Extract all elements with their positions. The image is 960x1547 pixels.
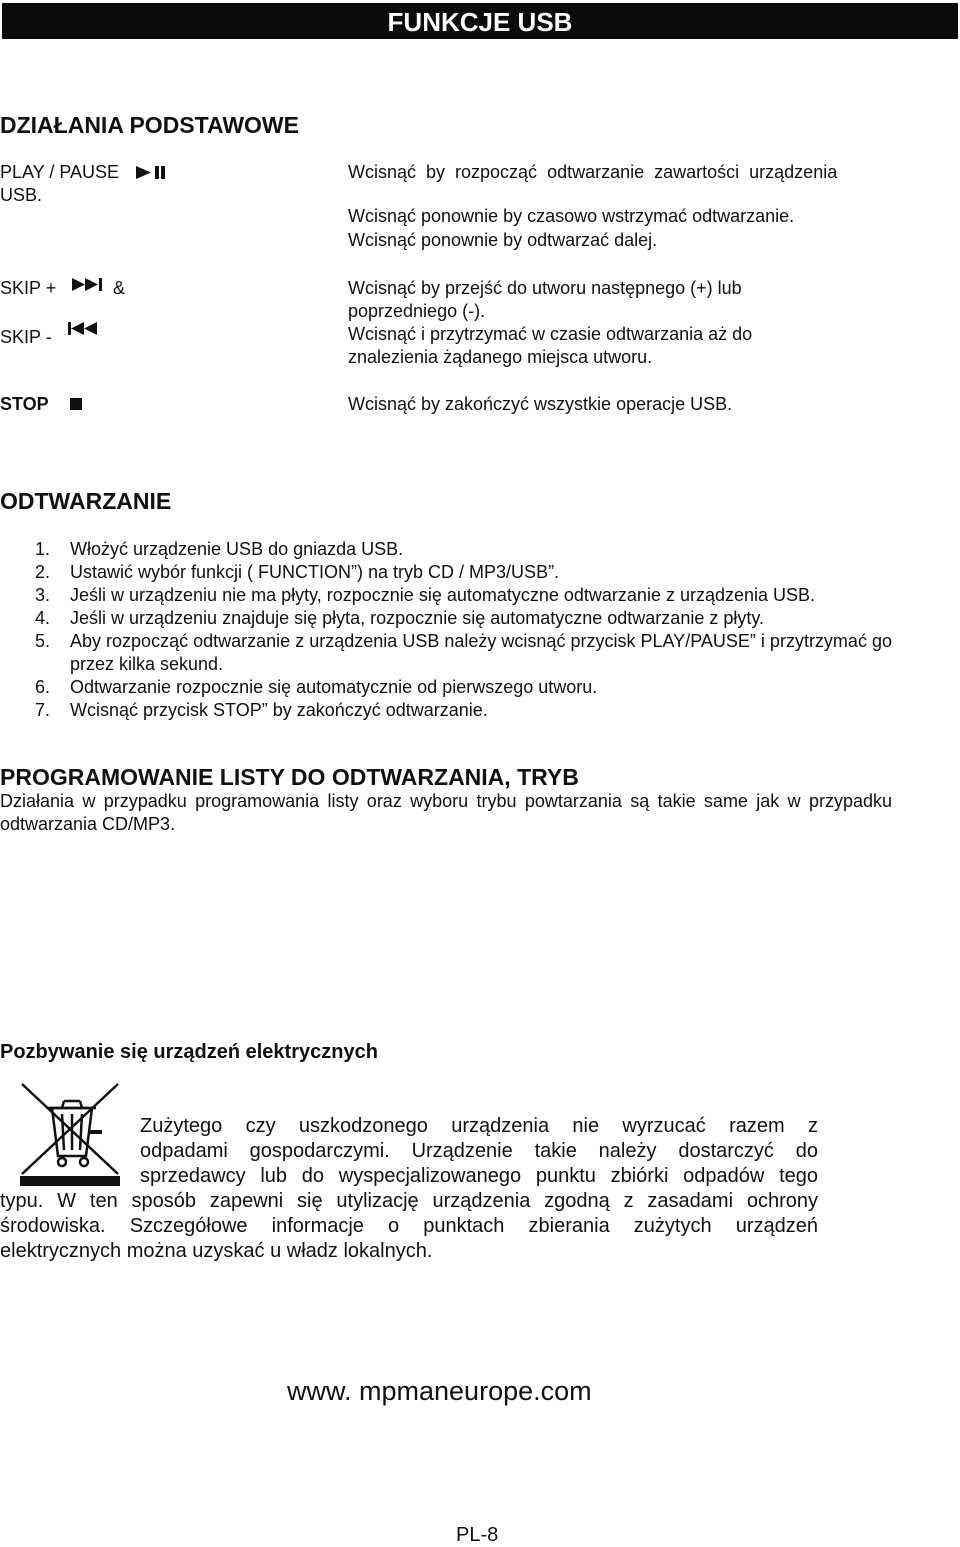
disposal-line-4: typu. W ten sposób zapewni się utylizację urządzenia zgodną z zasadami ochrony bbox=[0, 1190, 818, 1212]
page-title: FUNKCJE USB bbox=[387, 7, 573, 37]
section-heading-program: PROGRAMOWANIE LISTY DO ODTWARZANIA, TRYB bbox=[0, 764, 579, 790]
list-item: 6. Odtwarzanie rozpocznie się automatycznie od pierwszego utworu. bbox=[35, 677, 598, 697]
skip-desc-4: znalezienia żądanego miejsca utworu. bbox=[348, 347, 653, 367]
program-text: Działania w przypadku programowania listy oraz wyboru trybu powtarzania są takie same jak w przypadku odtwarzania CD/MP3. bbox=[0, 791, 892, 834]
page-title-banner bbox=[2, 3, 958, 39]
disposal-line-6: elektrycznych można uzyskać u władz lokalnych. bbox=[0, 1240, 433, 1262]
list-item: 3. Jeśli w urządzeniu nie ma płyty, rozpocznie się automatyczne odtwarzanie z urządzenia USB. bbox=[35, 585, 816, 605]
weee-crossed-bin-icon bbox=[16, 1080, 124, 1188]
disposal-line-5: środowiska. Szczegółowe informacje o punktach zbierania zużytych urządzeń bbox=[0, 1215, 818, 1237]
disposal-line-3: sprzedawcy lub do wyspecjalizowanego punktu zbiórki odpadów tego bbox=[140, 1165, 818, 1187]
skip-previous-icon bbox=[67, 322, 99, 335]
skip-desc-3: Wcisnąć i przytrzymać w czasie odtwarzania aż do bbox=[348, 324, 753, 344]
list-item: 1. Włożyć urządzenie USB do gniazda USB. bbox=[35, 539, 404, 559]
list-item: 4. Jeśli w urządzeniu znajduje się płyta, rozpocznie się automatyczne odtwarzanie z płyty. bbox=[35, 608, 765, 628]
skip-plus-label: SKIP + bbox=[0, 278, 57, 298]
skip-desc-2: poprzedniego (-). bbox=[348, 301, 486, 321]
play-desc-1: Wcisnąć by rozpocząć odtwarzanie zawartości urządzenia bbox=[348, 162, 838, 182]
skip-minus-label: SKIP - bbox=[0, 327, 52, 347]
play-pause-label: PLAY / PAUSE bbox=[0, 162, 120, 182]
play-desc-2: Wcisnąć ponownie by czasowo wstrzymać odtwarzanie. bbox=[348, 206, 795, 226]
list-item: 2. Ustawić wybór funkcji ( FUNCTION”) na tryb CD / MP3/USB”. bbox=[35, 562, 560, 582]
skip-next-icon bbox=[72, 278, 104, 291]
playback-steps-list bbox=[0, 538, 892, 722]
play-pause-icon bbox=[136, 166, 166, 179]
website-link[interactable]: www. mpmaneurope.com bbox=[287, 1376, 592, 1406]
skip-ampersand: & bbox=[113, 278, 126, 298]
stop-label: STOP bbox=[0, 394, 49, 414]
stop-icon bbox=[70, 398, 82, 410]
play-usb-label: USB. bbox=[0, 185, 43, 205]
play-desc-3: Wcisnąć ponownie by odtwarzać dalej. bbox=[348, 230, 658, 250]
disposal-line-2: odpadami gospodarczymi. Urządzenie takie należy dostarczyć do bbox=[140, 1140, 818, 1162]
list-item: 5. Aby rozpocząć odtwarzanie z urządzenia USB należy wcisnąć przycisk PLAY/PAUSE” i przytrzymać go przez kilka sekund. bbox=[35, 631, 892, 674]
disposal-line-1: Zużytego czy uszkodzonego urządzenia nie wyrzucać razem z bbox=[140, 1115, 818, 1137]
section-heading-playback: ODTWARZANIE bbox=[0, 488, 172, 514]
section-heading-disposal: Pozbywanie się urządzeń elektrycznych bbox=[0, 1041, 378, 1063]
section-heading-basic: DZIAŁANIA PODSTAWOWE bbox=[0, 112, 299, 138]
page-number: PL-8 bbox=[456, 1524, 499, 1546]
list-item: 7. Wcisnąć przycisk STOP” by zakończyć odtwarzanie. bbox=[35, 700, 488, 720]
stop-desc: Wcisnąć by zakończyć wszystkie operacje USB. bbox=[348, 394, 733, 414]
skip-desc-1: Wcisnąć by przejść do utworu następnego (+) lub bbox=[348, 278, 742, 298]
